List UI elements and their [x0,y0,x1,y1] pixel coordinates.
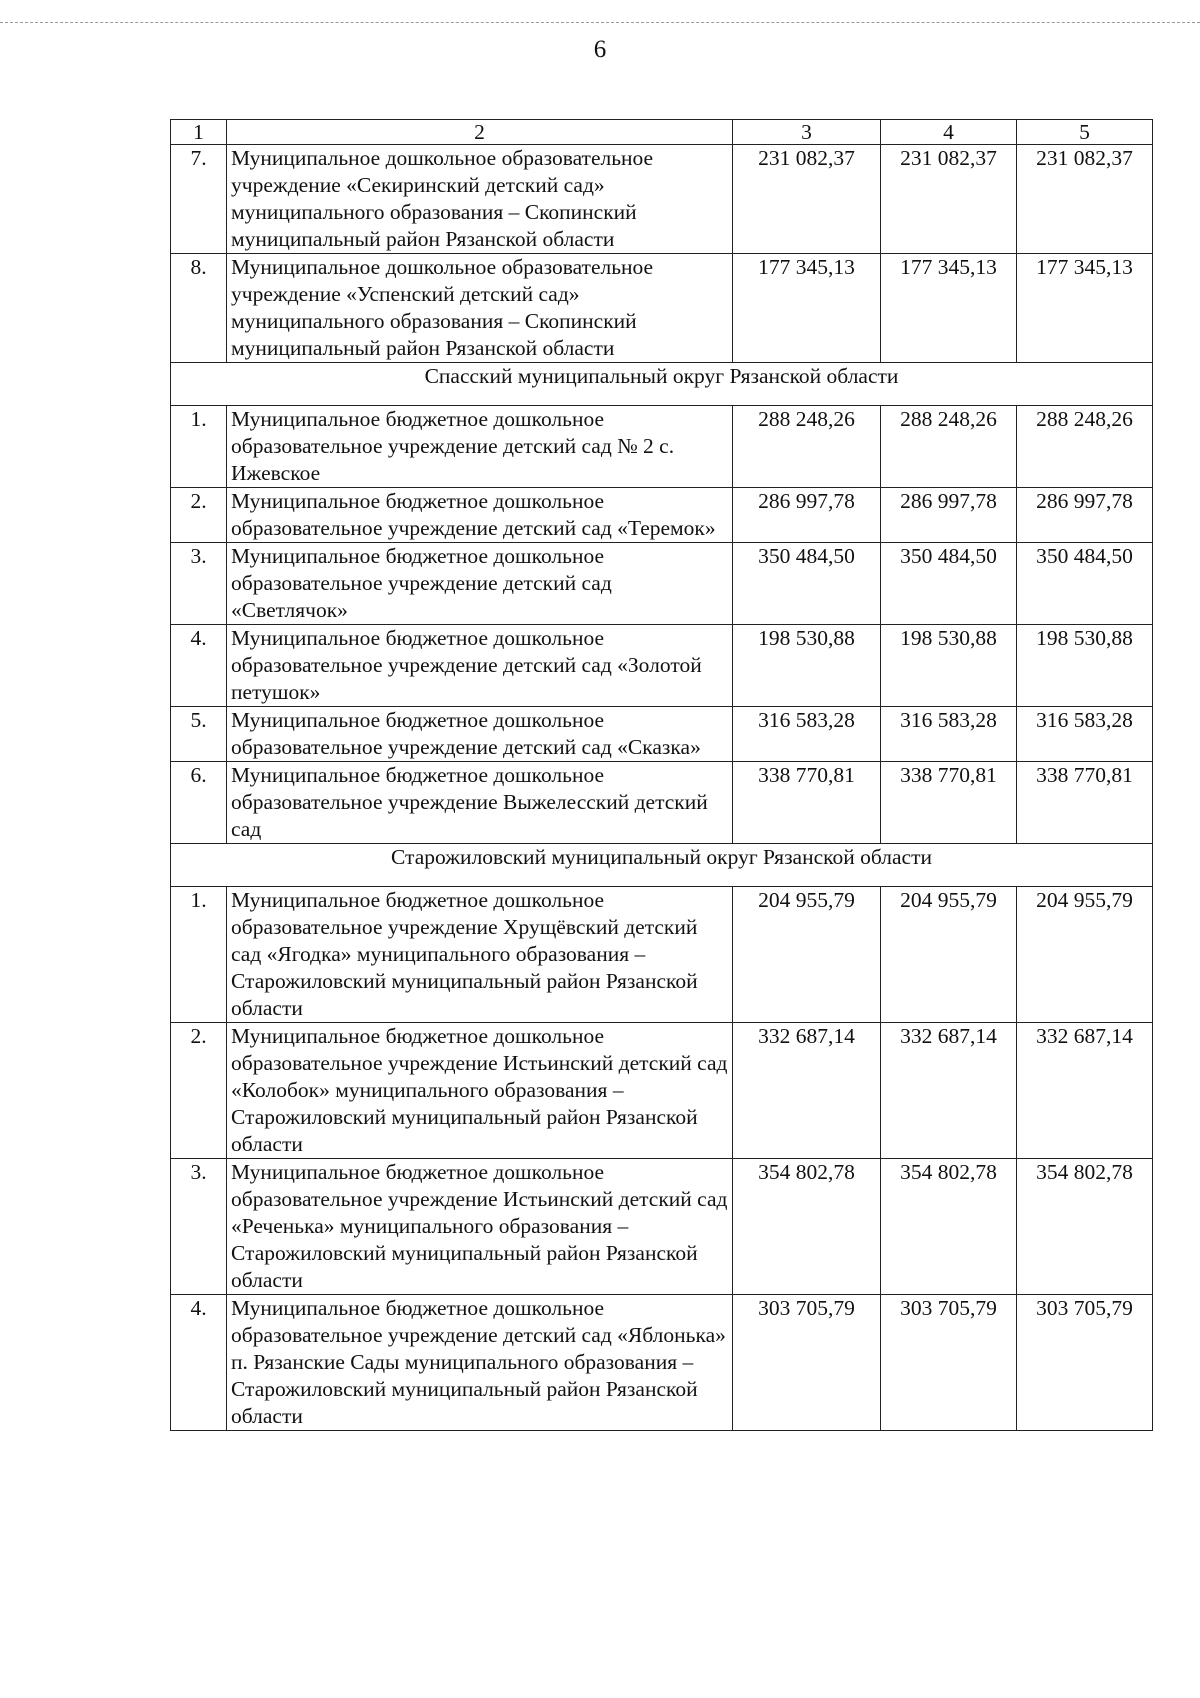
amount-col-5: 288 248,26 [1017,406,1153,488]
amount-col-4: 198 530,88 [881,625,1017,707]
amount-col-4: 231 082,37 [881,145,1017,254]
table-row [171,406,1153,488]
table-row [171,887,1153,1023]
table-row [171,254,1153,363]
institution-name: Муниципальное бюджетное дошкольное образовательное учреждение Истьинский детский сад «Реченька» муниципального образования – Старожиловский муниципальный район Рязанской области [227,1159,733,1295]
row-number: 2. [171,1023,227,1159]
amount-col-4: 354 802,78 [881,1159,1017,1295]
amount-col-3: 332 687,14 [733,1023,881,1159]
header-cell-2: 2 [227,120,733,145]
amount-col-5: 350 484,50 [1017,543,1153,625]
row-number: 2. [171,488,227,543]
table-row [171,762,1153,844]
row-number: 3. [171,1159,227,1295]
amount-col-4: 316 583,28 [881,707,1017,762]
scan-edge [0,0,1200,23]
amount-col-3: 204 955,79 [733,887,881,1023]
section-row [171,844,1153,887]
amount-col-5: 198 530,88 [1017,625,1153,707]
table-row [171,1023,1153,1159]
table-row [171,625,1153,707]
institution-name: Муниципальное бюджетное дошкольное образовательное учреждение детский сад «Теремок» [227,488,733,543]
amount-col-4: 303 705,79 [881,1295,1017,1431]
institution-name: Муниципальное бюджетное дошкольное образовательное учреждение Хрущёвский детский сад «Ягодка» муниципального образования – Старожиловский муниципальный район Рязанской области [227,887,733,1023]
amount-col-4: 338 770,81 [881,762,1017,844]
institution-name: Муниципальное бюджетное дошкольное образовательное учреждение детский сад № 2 с. Ижевское [227,406,733,488]
row-number: 1. [171,887,227,1023]
table-row [171,1159,1153,1295]
amount-col-4: 204 955,79 [881,887,1017,1023]
institution-name: Муниципальное бюджетное дошкольное образовательное учреждение детский сад «Светлячок» [227,543,733,625]
amount-col-4: 350 484,50 [881,543,1017,625]
table-row [171,543,1153,625]
amount-col-4: 177 345,13 [881,254,1017,363]
amount-col-5: 316 583,28 [1017,707,1153,762]
amount-col-4: 288 248,26 [881,406,1017,488]
header-row [171,120,1153,145]
row-number: 1. [171,406,227,488]
header-cell-4: 4 [881,120,1017,145]
amount-col-5: 286 997,78 [1017,488,1153,543]
amount-col-4: 286 997,78 [881,488,1017,543]
amount-col-3: 231 082,37 [733,145,881,254]
amount-col-5: 332 687,14 [1017,1023,1153,1159]
institution-name: Муниципальное бюджетное дошкольное образовательное учреждение детский сад «Золотой петушок» [227,625,733,707]
institution-name: Муниципальное дошкольное образовательное учреждение «Секиринский детский сад» муниципального образования – Скопинский муниципальный район Рязанской области [227,145,733,254]
row-number: 7. [171,145,227,254]
institution-name: Муниципальное бюджетное дошкольное образовательное учреждение Истьинский детский сад «Колобок» муниципального образования – Старожиловский муниципальный район Рязанской области [227,1023,733,1159]
amount-col-3: 198 530,88 [733,625,881,707]
table-body [171,120,1153,1431]
amount-col-3: 350 484,50 [733,543,881,625]
allocation-table [170,119,1153,1431]
row-number: 6. [171,762,227,844]
institution-name: Муниципальное бюджетное дошкольное образовательное учреждение Выжелесский детский сад [227,762,733,844]
amount-col-5: 354 802,78 [1017,1159,1153,1295]
row-number: 5. [171,707,227,762]
amount-col-3: 288 248,26 [733,406,881,488]
header-cell-3: 3 [733,120,881,145]
amount-col-5: 303 705,79 [1017,1295,1153,1431]
amount-col-4: 332 687,14 [881,1023,1017,1159]
header-cell-1: 1 [171,120,227,145]
amount-col-5: 177 345,13 [1017,254,1153,363]
amount-col-3: 303 705,79 [733,1295,881,1431]
table-row [171,488,1153,543]
table-row [171,1295,1153,1431]
table-row [171,707,1153,762]
institution-name: Муниципальное бюджетное дошкольное образовательное учреждение детский сад «Сказка» [227,707,733,762]
amount-col-3: 177 345,13 [733,254,881,363]
amount-col-3: 316 583,28 [733,707,881,762]
amount-col-5: 204 955,79 [1017,887,1153,1023]
amount-col-3: 286 997,78 [733,488,881,543]
amount-col-3: 354 802,78 [733,1159,881,1295]
row-number: 4. [171,1295,227,1431]
institution-name: Муниципальное дошкольное образовательное учреждение «Успенский детский сад» муниципального образования – Скопинский муниципальный район Рязанской области [227,254,733,363]
row-number: 3. [171,543,227,625]
institution-name: Муниципальное бюджетное дошкольное образовательное учреждение детский сад «Яблонька» п. Рязанские Сады муниципального образования – Старожиловский муниципальный район Рязанской области [227,1295,733,1431]
amount-col-5: 231 082,37 [1017,145,1153,254]
amount-col-5: 338 770,81 [1017,762,1153,844]
page-number: 6 [593,36,607,63]
row-number: 8. [171,254,227,363]
amount-col-3: 338 770,81 [733,762,881,844]
table-row [171,145,1153,254]
section-title: Спасский муниципальный округ Рязанской области [171,363,1153,406]
section-row [171,363,1153,406]
header-cell-5: 5 [1017,120,1153,145]
section-title: Старожиловский муниципальный округ Рязанской области [171,844,1153,887]
row-number: 4. [171,625,227,707]
